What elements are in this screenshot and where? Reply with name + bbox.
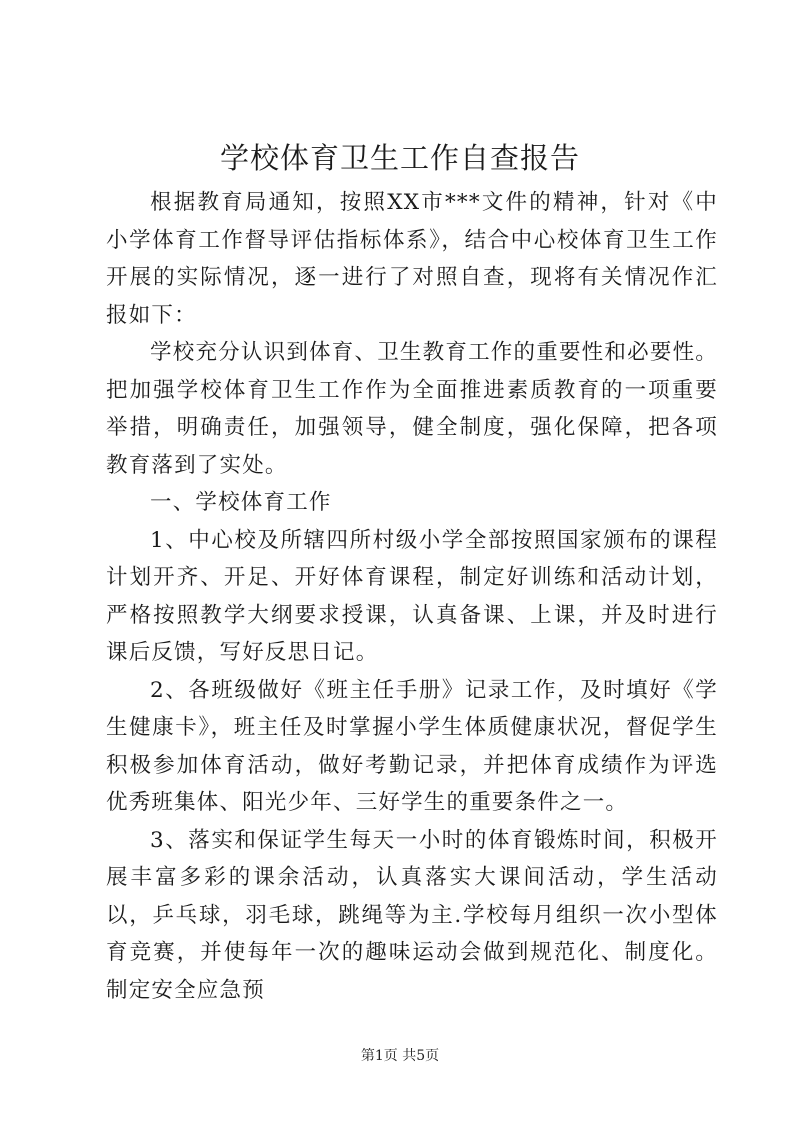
page-number-label: 第1页 共5页 — [360, 1048, 440, 1064]
document-title: 学校体育卫生工作自查报告 — [219, 141, 580, 175]
page-footer — [0, 1046, 800, 1066]
paragraph-intro: 根据教育局通知，按照XX市***文件的精神，针对《中小学体育工作督导评估指标体系》，结合中心校体育卫生工作开展的实际情况，逐一进行了对照自查，现将有关情况作汇报如下： — [106, 190, 718, 328]
section-heading-pe-work: 一、学校体育工作 — [150, 490, 332, 515]
document-body — [106, 184, 718, 1009]
paragraph-item-2: 2、各班级做好《班主任手册》记录工作，及时填好《学生健康卡》，班主任及时掌握小学生体质健康状况，督促学生积极参加体育活动，做好考勤记录，并把体育成绩作为评选优秀班集体、阳光少年、三好学生的重要条件之一。 — [106, 677, 718, 815]
paragraph-item-3: 3、落实和保证学生每天一小时的体育锻炼时间，积极开展丰富多彩的课余活动，认真落实大课间活动，学生活动以，乒乓球，羽毛球，跳绳等为主.学校每月组织一次小型体育竞赛，并使每年一次的趣味运动会做到规范化、制度化。制定安全应急预 — [106, 827, 718, 1003]
paragraph-item-1: 1、中心校及所辖四所村级小学全部按照国家颁布的课程计划开齐、开足、开好体育课程，制定好训练和活动计划，严格按照教学大纲要求授课，认真备课、上课，并及时进行课后反馈，写好反思日记。 — [106, 527, 718, 665]
paragraph-awareness: 学校充分认识到体育、卫生教育工作的重要性和必要性。把加强学校体育卫生工作作为全面推进素质教育的一项重要举措，明确责任，加强领导，健全制度，强化保障，把各项教育落到了实处。 — [106, 340, 718, 478]
